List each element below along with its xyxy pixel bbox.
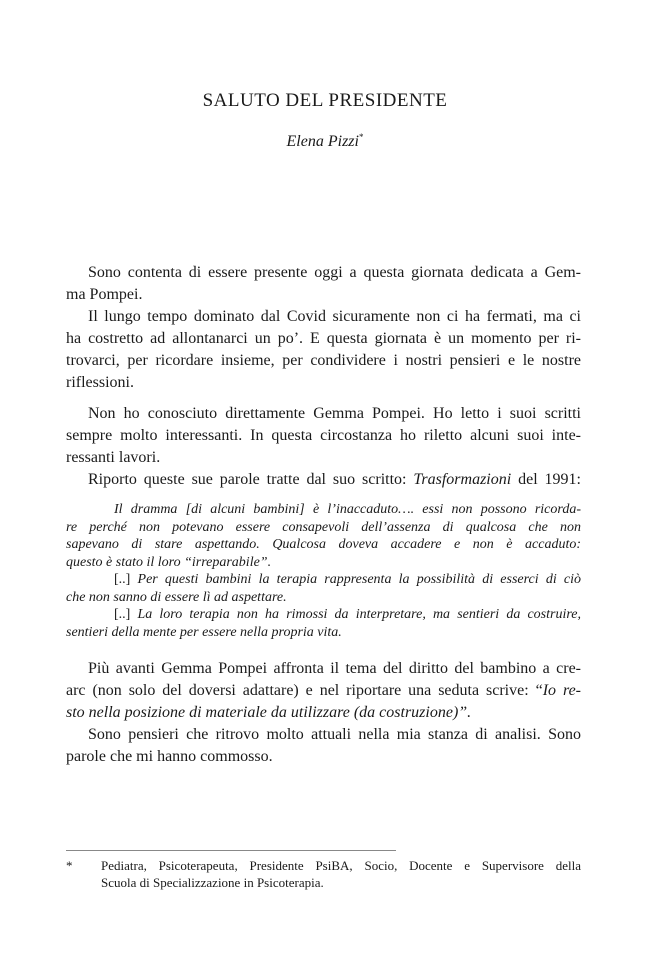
paragraph-5 <box>66 658 581 724</box>
footnote-divider <box>66 850 396 851</box>
text-line: Sono contenta di essere presente oggi a questa giornata dedicata a Gem- <box>88 264 581 281</box>
quoted-text: Io re- <box>542 682 582 699</box>
footnote-reference-mark[interactable]: * <box>358 132 364 142</box>
text-line: Il lungo tempo dominato dal Covid sicuramente non ci ha fermati, ma ci <box>88 308 581 325</box>
paragraph-4 <box>66 469 581 491</box>
work-title: Trasformazioni <box>413 471 512 488</box>
footnote-line: Scuola di Specializzazione in Psicoterapia. <box>101 875 324 890</box>
quote-line <box>92 606 581 624</box>
text-line: sempre molto interessanti. In questa circostanza ho riletto alcuni suoi inte- <box>66 427 581 444</box>
author-name: Elena Pizzi <box>286 133 359 150</box>
text-line: Non ho conosciuto direttamente Gemma Pompei. Ho letto i suoi scritti <box>88 405 581 422</box>
footnote-text <box>101 857 581 891</box>
paragraph-6 <box>66 724 581 768</box>
paragraph-1 <box>66 262 581 306</box>
text-run: Per questi bambini la terapia rappresenta la possibilità di esserci di ciò <box>137 572 581 587</box>
text-line: trovarci, per ricordare insieme, per condividere i nostri pensieri e le nostre <box>66 352 581 369</box>
quoted-text: sto nella posizione di materiale da utilizzare (da costruzione)”. <box>66 704 472 721</box>
text-line <box>66 469 581 491</box>
quote-line: questo è stato il loro “irreparabile”. <box>66 554 272 570</box>
paragraph-2 <box>66 306 581 394</box>
text-line: ma Pompei. <box>66 286 143 303</box>
text-line: riflessioni. <box>66 374 134 391</box>
quote-line: sentieri della mente per essere nella propria vita. <box>66 624 342 640</box>
page-title: SALUTO DEL PRESIDENTE <box>202 90 448 111</box>
footnote-mark: * <box>66 858 73 873</box>
text-line: Sono pensieri che ritrovo molto attuali nella mia stanza di analisi. Sono <box>88 726 581 743</box>
quote-line <box>92 571 581 589</box>
quote-line: Il dramma [di alcuni bambini] è l’inaccaduto…. essi non possono ricorda- <box>114 502 581 517</box>
text-line <box>66 680 581 702</box>
text-run: arc (non solo del doversi adattare) e nel riportare una seduta scrive: “ <box>66 682 543 699</box>
paragraph-3 <box>66 403 581 469</box>
footnote-line: Pediatra, Psicoterapeuta, Presidente PsiBA, Socio, Docente e Supervisore della <box>101 858 581 873</box>
footnote <box>66 857 581 891</box>
text-line: ressanti lavori. <box>66 449 161 466</box>
ellipsis-marker: [..] <box>114 572 131 587</box>
text-run: La loro terapia non ha rimossi da interpretare, ma sentieri da costruire, <box>137 607 581 622</box>
text-line: ha costretto ad allontanarci un po’. E questa giornata è un momento per ri- <box>66 330 581 347</box>
text-line: Più avanti Gemma Pompei affronta il tema del diritto del bambino a cre- <box>88 660 581 677</box>
text-line: parole che mi hanno commosso. <box>66 748 273 765</box>
text-run: del 1991: <box>511 471 581 488</box>
text-run: Riporto queste sue parole tratte dal suo scritto: <box>88 471 414 488</box>
block-quote <box>66 501 581 641</box>
author-line <box>0 132 650 151</box>
quote-line: sapevano di stare aspettando. Qualcosa doveva accadere e non è accaduto: <box>66 537 581 552</box>
text-line <box>66 702 581 724</box>
ellipsis-marker: [..] <box>114 607 131 622</box>
quote-line: che non sanno di essere lì ad aspettare. <box>66 589 287 605</box>
quote-line: re perché non potevano essere consapevoli dell’assenza di qualcosa che non <box>66 519 581 535</box>
